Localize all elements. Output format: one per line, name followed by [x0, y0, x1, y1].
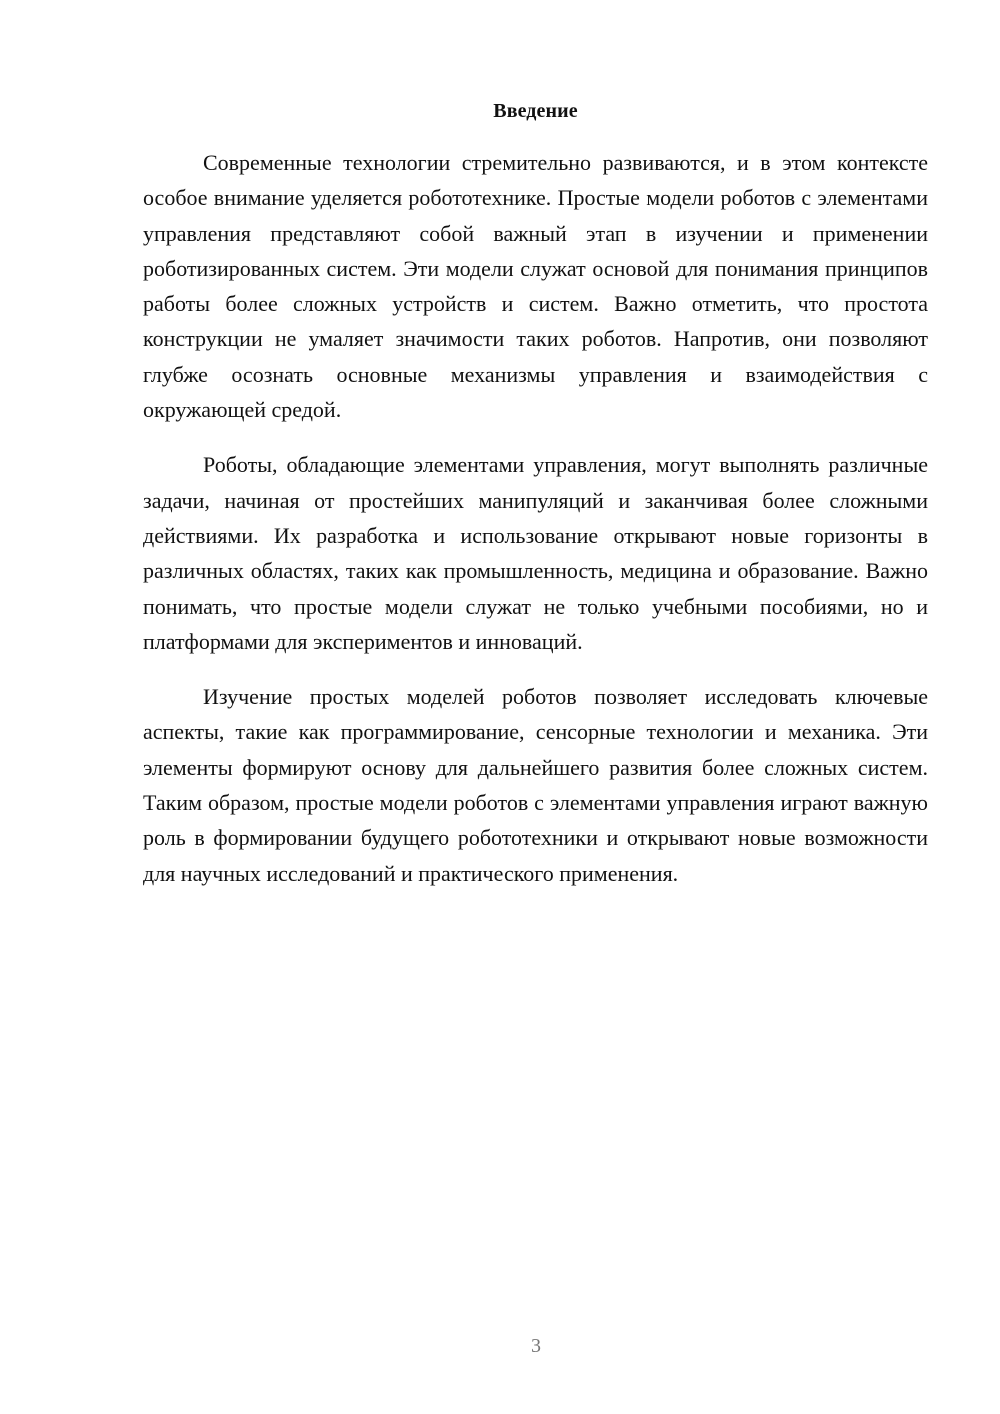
paragraph-3: Изучение простых моделей роботов позволяет исследовать ключевые аспекты, такие как программирование, сенсорные технологии и механика. Эти элементы формируют основу для дальнейшего развития более сложных систем. Таким образом, простые модели роботов с элементами управления играют важную роль в формировании будущего робототехники и открывают новые возможности для научных исследований и практического применения.: [143, 684, 928, 886]
paragraph-2: Роботы, обладающие элементами управления, могут выполнять различные задачи, начиная от простейших манипуляций и заканчивая более сложными действиями. Их разработка и использование открывают новые горизонты в различных областях, таких как промышленность, медицина и образование. Важно понимать, что простые модели служат не только учебными пособиями, но и платформами для экспериментов и инноваций.: [143, 452, 928, 654]
document-title: Введение: [493, 100, 578, 122]
page-number: 3: [531, 1335, 541, 1357]
paragraph-1: Современные технологии стремительно развиваются, и в этом контексте особое внимание уделяется робототехнике. Простые модели роботов с элементами управления представляют собой важный этап в изучении и применении роботизированных систем. Эти модели служат основой для понимания принципов работы более сложных устройств и систем. Важно отметить, что простота конструкции не умаляет значимости таких роботов. Напротив, они позволяют глубже осознать основные механизмы управления и взаимодействия с окружающей средой.: [143, 150, 928, 423]
document-body: [143, 145, 928, 911]
